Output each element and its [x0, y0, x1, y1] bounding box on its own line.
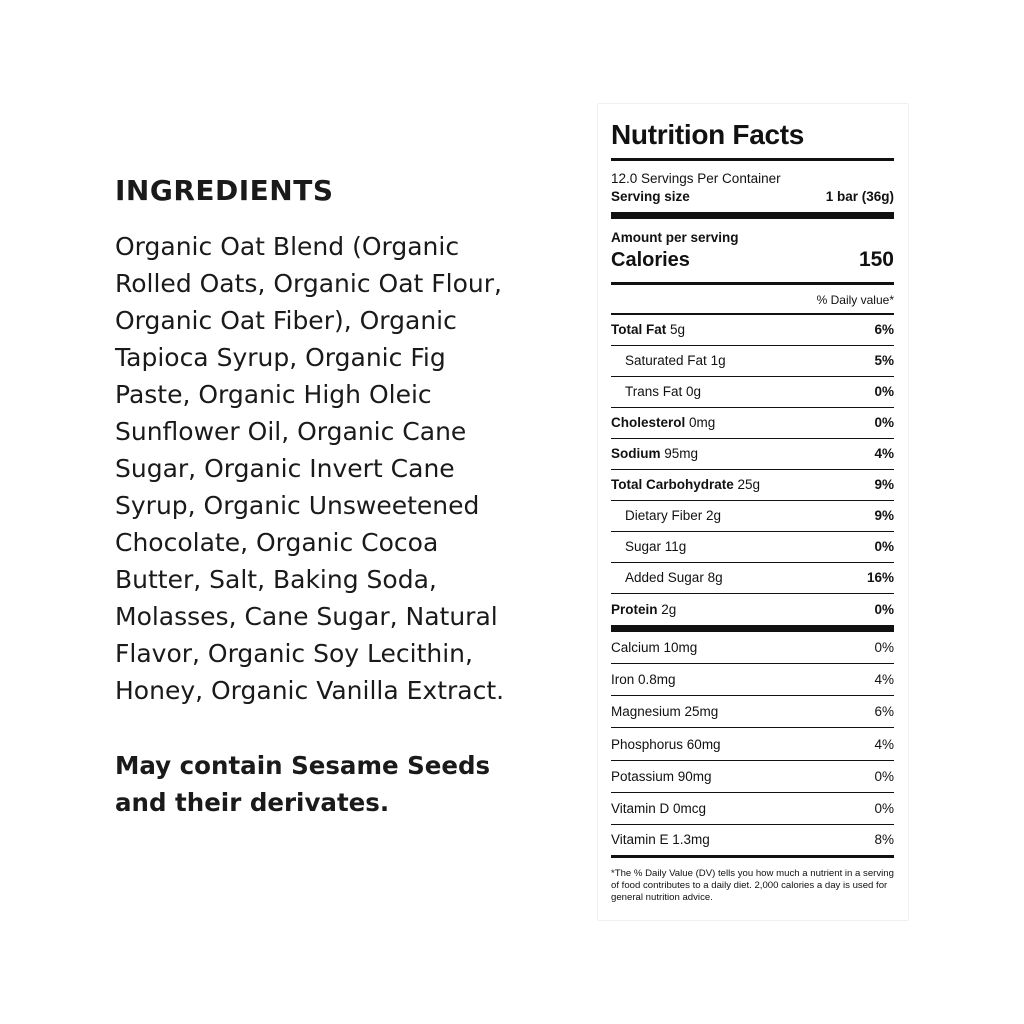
- divider: [611, 282, 894, 285]
- nutrient-dv: 9%: [874, 477, 894, 492]
- vitamin-label: Vitamin D 0mcg: [611, 801, 707, 817]
- serving-size-row: [611, 188, 894, 212]
- calories-row: [611, 247, 894, 282]
- nutrient-amount: 8g: [707, 570, 723, 585]
- serving-size-label: Serving size: [611, 189, 690, 204]
- vitamin-label: Vitamin E 1.3mg: [611, 832, 710, 848]
- calories-label: Calories: [611, 249, 690, 271]
- vitamin-row: [611, 632, 894, 664]
- nutrient-dv: 16%: [866, 570, 894, 585]
- nutrient-amount: 95mg: [664, 446, 699, 461]
- vitamin-dv: 6%: [874, 704, 894, 720]
- nutrient-dv: 6%: [874, 322, 894, 337]
- nutrient-row: [611, 408, 894, 439]
- nutrient-amount: 0g: [686, 384, 702, 399]
- nutrient-name: Saturated Fat: [625, 353, 707, 368]
- nutrient-name: Cholesterol: [611, 415, 686, 430]
- daily-value-footnote: *The % Daily Value (DV) tells you how much a nutrient in a serving of food contributes to a daily diet. 2,000 calories a day is used for general nutrition advice.: [611, 867, 894, 903]
- nutrient-name: Total Carbohydrate: [611, 477, 734, 492]
- divider: [611, 625, 894, 632]
- vitamin-row: [611, 761, 894, 793]
- nutrition-facts-label: [597, 103, 909, 921]
- nutrient-row: [611, 377, 894, 408]
- daily-value-header: % Daily value*: [816, 293, 894, 307]
- vitamin-dv: 0%: [874, 801, 894, 817]
- vitamin-dv: 0%: [874, 768, 894, 784]
- vitamin-row: [611, 696, 894, 728]
- nutrient-name: Added Sugar: [625, 570, 704, 585]
- allergen-warning: May contain Sesame Seeds and their derivates.: [115, 751, 491, 817]
- divider: [611, 158, 894, 161]
- nutrient-dv: 9%: [874, 508, 894, 523]
- nutrient-amount: 1g: [710, 353, 726, 368]
- nutrient-amount: 25g: [737, 477, 761, 492]
- serving-size-value: 1 bar (36g): [825, 189, 894, 204]
- nutrient-name: Sodium: [611, 446, 661, 461]
- nutrient-name: Total Fat: [611, 322, 667, 337]
- nutrient-row: [611, 315, 894, 346]
- nutrient-name: Protein: [611, 601, 658, 617]
- vitamin-label: Potassium 90mg: [611, 768, 712, 784]
- nutrient-dv: 0%: [874, 539, 894, 554]
- vitamin-dv: 8%: [874, 832, 894, 848]
- ingredients-panel: [115, 172, 535, 821]
- amount-per-serving: Amount per serving: [611, 230, 739, 245]
- vitamin-row: [611, 664, 894, 696]
- nutrient-dv: 0%: [874, 415, 894, 430]
- nutrient-amount: 2g: [706, 508, 722, 523]
- nutrient-row: [611, 501, 894, 532]
- vitamin-row: [611, 793, 894, 825]
- nutrient-row: [611, 470, 894, 501]
- nutrient-amount: 11g: [664, 539, 687, 554]
- vitamin-label: Magnesium 25mg: [611, 704, 719, 720]
- ingredients-title: INGREDIENTS: [115, 174, 334, 207]
- nutrient-dv: 0%: [874, 384, 894, 399]
- ingredients-text: Organic Oat Blend (Organic Rolled Oats, Organic Oat Flour, Organic Oat Fiber), Organic Tapioca Syrup, Organic Fig Paste, Organic High Oleic Sunflower Oil, Organic Cane Sugar, Organic Invert Cane Syrup, Organic Unsweetened Chocolate, Organic Cocoa Butter, Salt, Baking Soda, Molasses, Cane Sugar, Natural Flavor, Organic Soy Lecithin, Honey, Organic Vanilla Extract.: [115, 232, 505, 705]
- nutrient-name: Sugar: [625, 539, 662, 554]
- vitamin-dv: 4%: [874, 736, 894, 752]
- nutrient-row: [611, 532, 894, 563]
- nutrient-dv: 0%: [874, 601, 894, 617]
- nutrient-name: Dietary Fiber: [625, 508, 703, 523]
- nutrient-amount: 2g: [661, 601, 677, 617]
- nutrient-dv: 5%: [874, 353, 894, 368]
- nutrition-facts-title: Nutrition Facts: [611, 119, 805, 150]
- vitamin-label: Calcium 10mg: [611, 639, 698, 655]
- vitamin-row: [611, 728, 894, 760]
- vitamin-dv: 0%: [874, 639, 894, 655]
- nutrient-row: [611, 346, 894, 377]
- nutrient-dv: 4%: [874, 446, 894, 461]
- vitamin-row: [611, 825, 894, 857]
- nutrient-name: Trans Fat: [625, 384, 683, 399]
- nutrient-row: [611, 594, 894, 625]
- divider: [611, 212, 894, 219]
- nutrient-amount: 5g: [670, 322, 686, 337]
- nutrient-amount: 0mg: [689, 415, 716, 430]
- vitamin-label: Iron 0.8mg: [611, 671, 676, 687]
- vitamin-label: Phosphorus 60mg: [611, 736, 721, 752]
- calories-value: 150: [858, 248, 894, 271]
- nutrient-row: [611, 439, 894, 470]
- servings-per-container: 12.0 Servings Per Container: [611, 171, 781, 186]
- vitamin-dv: 4%: [874, 671, 894, 687]
- nutrient-row: [611, 563, 894, 594]
